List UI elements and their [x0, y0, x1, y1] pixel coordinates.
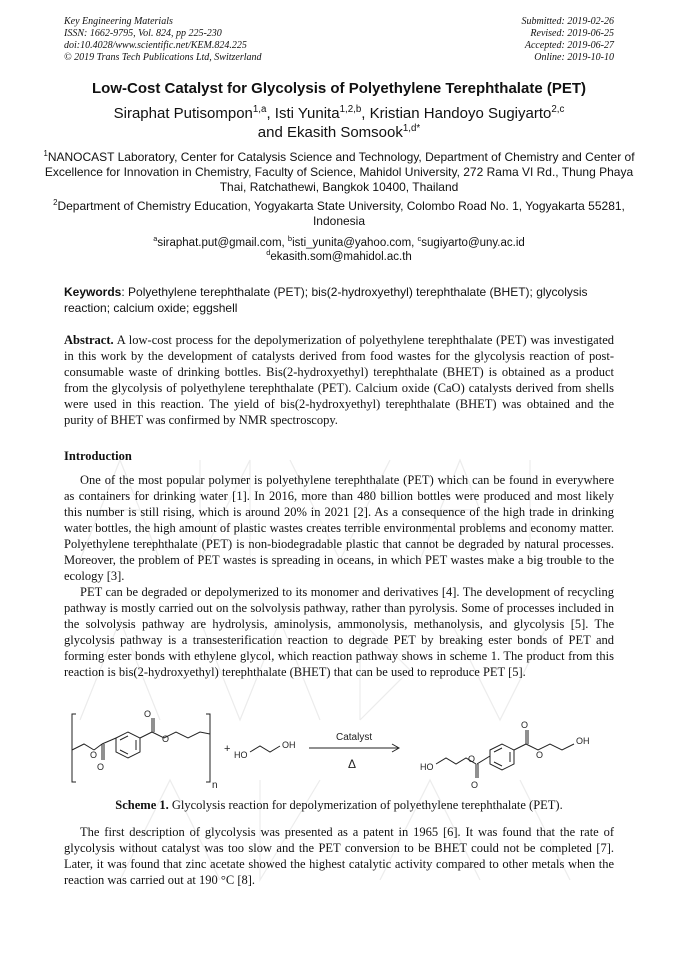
- email-b-sup: b: [287, 234, 293, 244]
- email-a-sup: a: [153, 234, 158, 244]
- repeat-n-label: n: [212, 780, 218, 791]
- o-label-2: O: [162, 734, 170, 744]
- introduction-heading: Introduction: [64, 449, 132, 463]
- email-b[interactable]: isti_yunita@yahoo.com,: [292, 237, 418, 249]
- o-label-1: O: [144, 709, 152, 719]
- keywords-label: Keywords: [64, 285, 122, 299]
- bhet-oh-label: OH: [576, 736, 590, 746]
- author-3-sup: 2,c: [551, 104, 565, 115]
- email-a[interactable]: siraphat.put@gmail.com,: [157, 237, 288, 249]
- doi: doi:10.4028/www.scientific.net/KEM.824.225: [64, 40, 247, 51]
- issn: ISSN: 1662-9795, Vol. 824, pp 225-230: [64, 28, 222, 39]
- intro-paragraph-1: One of the most popular polymer is polyethylene terephthalate (PET) which can be found in everywhere as containers for drinking water [1]. In 2016, more than 480 billion bottles were produced and most likely this number is still rising, which is around 20% in 2021 [2]. As a consequence of the high trade in drinking water bottles, the high amount of plastic wastes creates terrible environmental problems and economy matter. Polyethylene terephthalate (PET) is non-biodegradable plastic that cannot be degraded by natural processes. Moreover, the problem of PET wastes is spreading in oceans, in which PET wastes make a big trouble to the ecology [3].: [64, 473, 614, 583]
- affiliation-2: [40, 199, 638, 229]
- bhet-o-label-3: O: [536, 750, 544, 760]
- affiliation-1-sup: 1: [43, 149, 48, 158]
- email-c[interactable]: sugiyarto@uny.ac.id: [421, 237, 525, 249]
- bhet-o-label-2: O: [521, 720, 529, 730]
- submitted-date: Submitted: 2019-02-26: [521, 16, 614, 27]
- online-date: Online: 2019-10-10: [534, 52, 614, 63]
- author-1-sup: 1,a: [252, 104, 267, 115]
- journal-name: Key Engineering Materials: [64, 16, 173, 27]
- keywords: [64, 284, 616, 316]
- scheme-caption-label: Scheme 1.: [115, 798, 169, 812]
- dates-info: [522, 16, 615, 64]
- o-label-4: O: [90, 750, 98, 760]
- scheme-caption: [0, 798, 678, 813]
- author-4-sup: 1,d*: [402, 123, 421, 134]
- author-1: Siraphat Putisompon: [113, 105, 253, 122]
- author-3: Kristian Handoyo Sugiyarto: [369, 105, 552, 122]
- bhet-ho-label: HO: [420, 762, 434, 772]
- eg-ho-label: HO: [234, 750, 248, 760]
- affiliation-1-text: NANOCAST Laboratory, Center for Catalysis Science and Technology, Department of Chemistry and Center of Excellence for Innovation in Chemistry, Faculty of Science, Mahidol University, 272 Rama VI Rd., Thung Phaya Thai, Ratchathewi, Bangkok 10400, Thailand: [44, 150, 635, 194]
- email-d-sup: d: [266, 248, 271, 258]
- affiliation-2-sup: 2: [53, 198, 58, 207]
- pet-structure: [72, 714, 210, 782]
- intro-paragraph-3: The first description of glycolysis was presented as a patent in 1965 [6]. It was found that the rate of glycolysis without catalyst was too slow and the PET conversion to be BHET could not be completed [7]. Later, it was found that zinc acetate showed the highest catalytic activity compared to other metals when the reaction was carried out at 190 °C [8].: [64, 825, 614, 887]
- intro-paragraph-2: PET can be degraded or depolymerized to its monomer and derivatives [4]. The development of recycling pathway is mostly carried out on the solvolysis pathway, rather than pyrolysis. Some of processes included in the solvolysis pathway are hydrolysis, aminolysis, ammonolysis, methanolysis, and glycolysis [5]. The glycolysis pathway is a transesterification reaction to degrade PET by breaking ester bonds of PET and forming ester bonds with ethylene glycol, which reaction pathway shows in scheme 1. The product from this reaction is bis(2-hydroxyethyl) terephthalate (BHET) that can be used to reproduce PET [5].: [64, 585, 614, 679]
- bhet-o-label-4: O: [468, 754, 476, 764]
- author-2-sup: 1,2,b: [339, 104, 362, 115]
- authors: Siraphat Putisompon$^{1,a}$, Isti Yunita$^{1,2,b}$, Kristian Handoyo Sugiyarto$^{2,c}$ and Ekasith Somsook$^{1,d*}$: [113, 104, 565, 141]
- abstract-text: A low-cost process for the depolymerization of polyethylene terephthalate (PET) was investigated in this work by the development of catalysts derived from food wastes for the glycolysis reaction of post-consumable waste of drinking bottles. Bis(2-hydroxyethyl) terephthalate (BHET) is obtained as a product from the glycolysis of polyethylene terephthalate (PET). Calcium oxide (CaO) catalysts derived from shells were used in this reaction. The yield of bis(2-hydroxyethyl) terephthalate (BHET) was obtained and the purity of BHET was confirmed by NMR spectroscopy.: [64, 333, 614, 427]
- plus-sign: +: [224, 743, 231, 755]
- catalyst-label: Catalyst: [336, 732, 373, 743]
- bhet-o-label-1: O: [471, 780, 479, 790]
- author-4: and Ekasith Somsook: [257, 124, 403, 141]
- copyright: © 2019 Trans Tech Publications Ltd, Switzerland: [64, 52, 262, 63]
- accepted-date: Accepted: 2019-06-27: [524, 40, 614, 51]
- email-d[interactable]: ekasith.som@mahidol.ac.th: [270, 251, 412, 263]
- ethylene-glycol-chain: [250, 746, 280, 752]
- email-c-sup: c: [417, 234, 422, 244]
- abstract: [64, 332, 614, 428]
- emails: [0, 236, 678, 264]
- bhet-structure: [436, 730, 574, 778]
- eg-oh-label: OH: [282, 740, 296, 750]
- reaction-arrow: [309, 744, 399, 752]
- delta-label: Δ: [348, 757, 357, 771]
- abstract-label: Abstract.: [64, 333, 114, 347]
- scheme-1-diagram: [64, 706, 614, 796]
- keywords-text: : Polyethylene terephthalate (PET); bis(2-hydroxyethyl) terephthalate (BHET); glycolysis reaction; calcium oxide; eggshell: [64, 285, 588, 315]
- affiliation-1: [40, 150, 638, 195]
- revised-date: Revised: 2019-06-25: [530, 28, 614, 39]
- paper-title: Low-Cost Catalyst for Glycolysis of Polyethylene Terephthalate (PET): [92, 80, 586, 97]
- affiliation-2-text: Department of Chemistry Education, Yogyakarta State University, Colombo Road No. 1, Yogyakarta 55281, Indonesia: [57, 199, 625, 228]
- o-label-3: O: [97, 762, 105, 772]
- journal-info: [64, 16, 262, 64]
- scheme-caption-text: Glycolysis reaction for depolymerization of polyethylene terephthalate (PET).: [168, 798, 563, 812]
- author-2: Isti Yunita: [274, 105, 340, 122]
